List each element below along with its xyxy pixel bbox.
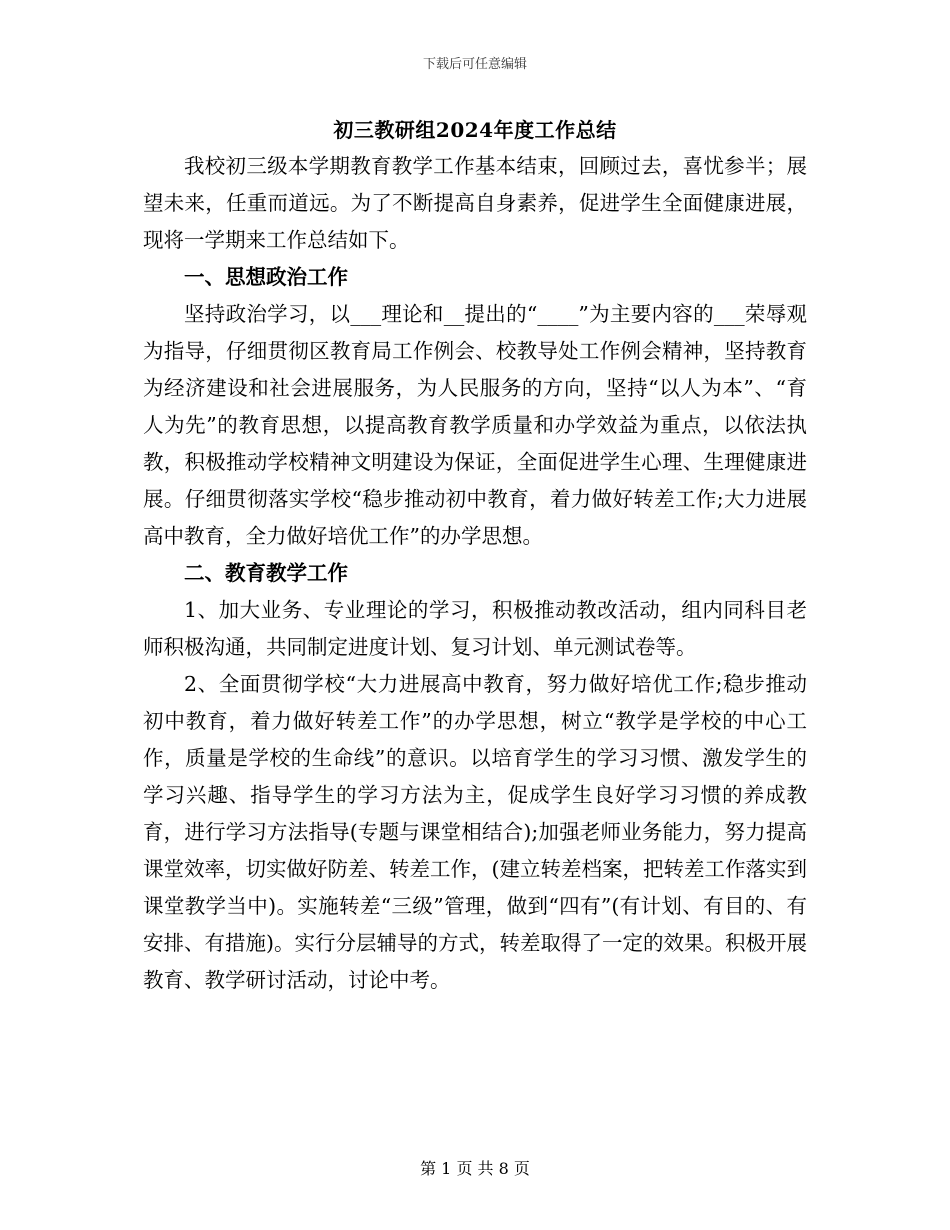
section-2-paragraph-2: 2、全面贯彻学校“大力进展高中教育，努力做好培优工作;稳步推动初中教育，着力做好转差工作”的办学思想，树立“教学是学校的中心工作，质量是学校的生命线”的意识。以培育学生的学习习惯、激发学生的学习兴趣、指导学生的学习方法为主，促成学生良好学习习惯的养成教育，进行学习方法指导(专题与课堂相结合);加强老师业务能力，努力提高课堂效率，切实做好防差、转差工作，(建立转差档案，把转差工作落实到课堂教学当中)。实施转差“三级”管理，做到“四有”(有计划、有目的、有安排、有措施)。实行分层辅导的方式，转差取得了一定的效果。积极开展教育、教学研讨活动，讨论中考。 bbox=[143, 672, 807, 992]
document-title: 初三教研组2024年度工作总结 bbox=[333, 118, 617, 142]
header-note: 下载后可任意编辑 bbox=[422, 57, 527, 72]
section-2-paragraph-1: 1、加大业务、专业理论的学习，积极推动教改活动，组内同科目老师积极沟通，共同制定进度计划、复习计划、单元测试卷等。 bbox=[143, 598, 807, 659]
document-body bbox=[143, 148, 807, 999]
section-heading-1: 一、思想政治工作 bbox=[184, 265, 348, 289]
page-footer: 第 1 页 共 8 页 bbox=[420, 1159, 530, 1178]
intro-paragraph: 我校初三级本学期教育教学工作基本结束，回顾过去，喜忧参半；展望未来，任重而道远。为了不断提高自身素养，促进学生全面健康进展，现将一学期来工作总结如下。 bbox=[143, 154, 807, 252]
section-heading-2: 二、教育教学工作 bbox=[184, 561, 348, 585]
section-1-paragraph: 坚持政治学习，以___理论和__提出的“____”为主要内容的___荣辱观为指导，仔细贯彻区教育局工作例会、校教导处工作例会精神，坚持教育为经济建设和社会进展服务，为人民服务的方向，坚持“以人为本”、“育人为先”的教育思想，以提高教育教学质量和办学效益为重点，以依法执教，积极推动学校精神文明建设为保证，全面促进学生心理、生理健康进展。仔细贯彻落实学校“稳步推动初中教育，着力做好转差工作;大力进展高中教育，全力做好培优工作”的办学思想。 bbox=[143, 302, 807, 548]
